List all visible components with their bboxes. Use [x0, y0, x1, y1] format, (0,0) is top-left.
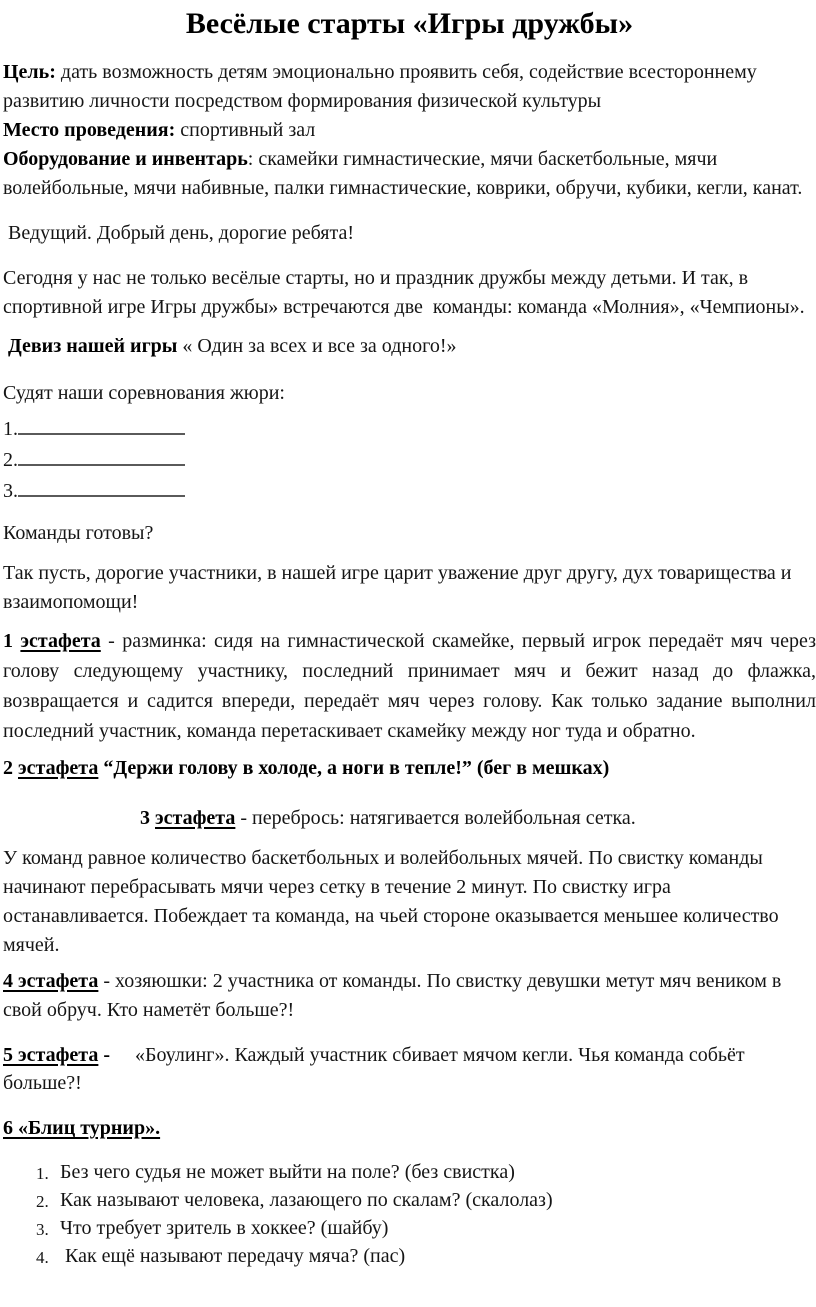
relay-1-word: эстафета [20, 630, 101, 652]
blank-underline [18, 412, 185, 435]
jury-number: 2. [3, 449, 18, 471]
question-item [3, 1159, 816, 1187]
relay-3-word: эстафета [155, 807, 236, 829]
relay-1-number: 1 [3, 630, 21, 652]
question-text: Без чего судья не может выйти на поле? (без свистка) [60, 1161, 515, 1183]
jury-number: 3. [3, 480, 18, 502]
jury-number: 1. [3, 418, 18, 440]
equipment-text: : скамейки гимнастические, мячи баскетбольные, мячи волейбольные, мячи набивные, палки гимнастические, коврики, обручи, кубики, кегли, канат. [3, 148, 803, 199]
jury-heading: Судят наши соревнования жюри: [3, 382, 285, 404]
equipment-paragraph [3, 145, 816, 203]
question-text: Как ещё называют передачу мяча? (пас) [60, 1245, 406, 1267]
jury-line-2 [3, 443, 816, 474]
relay-4-paragraph [3, 967, 816, 1025]
motto-label: Девиз нашей игры [3, 335, 178, 357]
blitz-heading: 6 «Блиц турнир». [3, 1117, 161, 1139]
equipment-label: Оборудование и инвентарь [3, 148, 248, 170]
goal-paragraph [3, 58, 816, 116]
goal-label: Цель: [3, 61, 56, 83]
intro-paragraph: Сегодня у нас не только весёлые старты, но и праздник дружбы между детьми. И так, в спортивной игре Игры дружбы» встречаются две команды: команда «Молния», «Чемпионы». [3, 267, 805, 318]
relay-3-text: - перебрось: натягивается волейбольная сетка. [235, 807, 636, 829]
question-text: Как называют человека, лазающего по скалам? (скалолаз) [60, 1189, 553, 1211]
page-title: Весёлые старты «Игры дружбы» [185, 7, 634, 40]
question-number: 1. [36, 1164, 49, 1183]
relay-3-description: У команд равное количество баскетбольных и волейбольных мячей. По свистку команды начинают перебрасывать мячи через сетку в течение 2 минут. По свистку игра останавливается. Побеждает та команда, на чьей стороне оказывается меньшее количество мячей. [3, 847, 779, 956]
question-number: 2. [36, 1192, 49, 1211]
document-page [3, 6, 816, 1271]
venue-text: спортивный зал [175, 119, 316, 141]
relay-2-number: 2 [3, 757, 18, 779]
host-greeting: Ведущий. Добрый день, дорогие ребята! [3, 222, 355, 244]
relay-5-dash: - [98, 1044, 116, 1066]
motto-text: « Один за всех и все за одного!» [177, 335, 457, 357]
relay-5-text: «Боулинг». Каждый участник сбивает мячом кегли. Чья команда собьёт больше?! [3, 1044, 750, 1094]
question-text: Что требует зритель в хоккее? (шайбу) [60, 1217, 389, 1239]
wish-paragraph: Так пусть, дорогие участники, в нашей игре царит уважение друг другу, дух товарищества и взаимопомощи! [3, 562, 792, 613]
venue-paragraph [3, 116, 816, 145]
relay-2-word: эстафета [18, 757, 99, 779]
goal-text: дать возможность детям эмоционально проявить себя, содействие всестороннему развитию личности посредством формирования физической культуры [3, 61, 762, 112]
relay-5-paragraph [3, 1041, 816, 1097]
question-number: 3. [36, 1220, 49, 1239]
blank-underline [18, 443, 185, 466]
relay-5-label: 5 эстафета [3, 1044, 99, 1066]
relay-3-number: 3 [140, 807, 155, 829]
jury-line-3 [3, 474, 816, 505]
motto-paragraph [3, 332, 816, 361]
relay-2-text: “Держи голову в холоде, а ноги в тепле!” (бег в мешках) [98, 757, 610, 779]
question-item [3, 1187, 816, 1215]
blank-underline [18, 474, 185, 497]
relay-1-paragraph [3, 626, 816, 746]
relay-4-text: - хозяюшки: 2 участника от команды. По свистку девушки метут мяч веником в свой обруч. Кто наметёт больше?! [3, 970, 787, 1021]
teams-ready-question: Команды готовы? [3, 522, 154, 544]
jury-line-1 [3, 412, 816, 443]
relay-2-paragraph [3, 754, 816, 783]
venue-label: Место проведения: [3, 119, 176, 141]
relay-1-text: - разминка: сидя на гимнастической скамейке, первый игрок передаёт мяч через голову следующему участнику, последний принимает мяч и бежит назад до флажка, возвращается и садится впереди, передаёт мяч через голову. Как только задание выполнил последний участник, команда перетаскивает скамейку между ног туда и обратно. [3, 630, 816, 742]
question-item [3, 1215, 816, 1243]
blitz-questions-list [3, 1159, 816, 1271]
question-item [3, 1243, 816, 1271]
relay-3-paragraph [140, 804, 816, 833]
question-number: 4. [36, 1248, 49, 1267]
relay-4-label: 4 эстафета [3, 970, 99, 992]
